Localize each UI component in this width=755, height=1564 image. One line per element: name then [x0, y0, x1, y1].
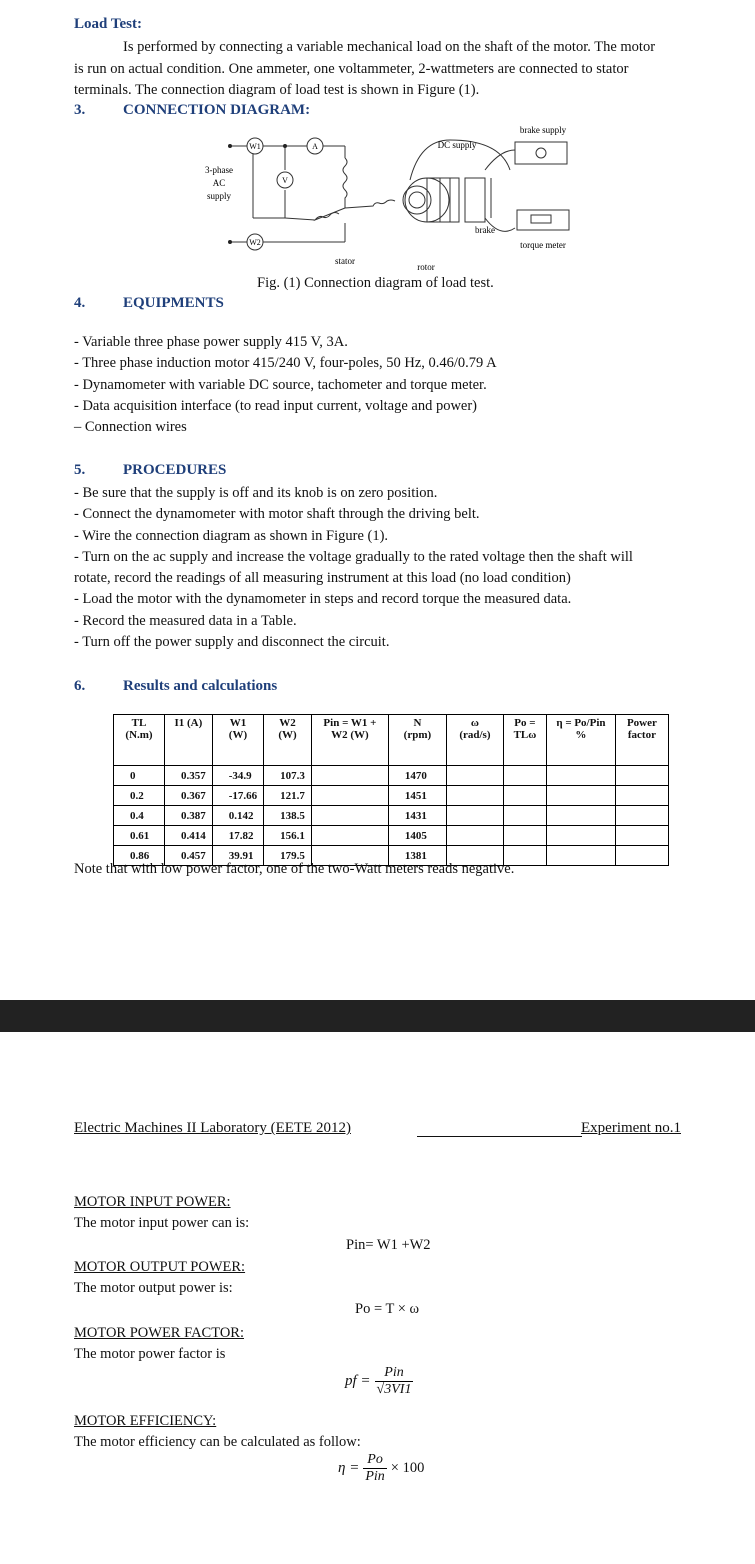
list-item: - Wire the connection diagram as shown in Figure (1).: [74, 527, 389, 544]
power-factor-formula: [345, 1365, 413, 1398]
list-item: - Load the motor with the dynamometer in steps and record torque the measured data.: [74, 591, 572, 608]
table-row: 0.61 0.414 17.82 156.1 1405: [114, 826, 669, 846]
page-header-left: Electric Machines II Laboratory (EETE 2012): [74, 1120, 351, 1136]
header-pin: Pin = W1 + W2 (W): [311, 715, 388, 766]
section-4-number: 4.: [74, 295, 86, 311]
load-test-title: Load Test:: [74, 16, 142, 32]
list-item: - Be sure that the supply is off and its knob is on zero position.: [74, 485, 438, 501]
efficiency-text: The motor efficiency can be calculated as follow:: [74, 1434, 361, 1450]
input-power-title: MOTOR INPUT POWER:: [74, 1194, 231, 1210]
list-item: rotate, record the readings of all measuring instrument at this load (no load condition): [74, 570, 571, 587]
page-divider: [0, 1000, 755, 1032]
connection-diagram: [195, 118, 585, 276]
load-test-line1: Is performed by connecting a variable mechanical load on the shaft of the motor. The motor: [123, 39, 656, 55]
torque-meter-label: torque meter: [520, 240, 566, 250]
ammeter-label: A: [312, 142, 318, 151]
input-power-formula: Pin= W1 +W2: [346, 1237, 431, 1253]
figure-caption: Fig. (1) Connection diagram of load test.: [257, 275, 494, 291]
pf-denominator: √3VI1: [376, 1382, 412, 1397]
efficiency-title: MOTOR EFFICIENCY:: [74, 1413, 217, 1429]
section-5-number: 5.: [74, 462, 86, 478]
list-item: - Turn off the power supply and disconnect the circuit.: [74, 634, 390, 651]
section-3-title: CONNECTION DIAGRAM:: [123, 102, 311, 118]
list-item: - Connect the dynamometer with motor shaft through the driving belt.: [74, 506, 480, 523]
power-factor-title: MOTOR POWER FACTOR:: [74, 1325, 244, 1341]
table-row: 0.4 0.387 0.142 138.5 1431: [114, 806, 669, 826]
list-item: - Variable three phase power supply 415 V, 3A.: [74, 334, 348, 350]
page-header-right: Experiment no.1: [581, 1120, 681, 1136]
header-n: N (rpm): [388, 715, 446, 766]
table-header-row: [114, 715, 669, 766]
brake-supply-label: brake supply: [519, 125, 567, 135]
list-item: - Turn on the ac supply and increase the voltage gradually to the rated voltage then the shaft will: [74, 548, 633, 565]
load-test-line2: is run on actual condition. One ammeter, one voltammeter, 2-wattmeters are connected to stator: [74, 61, 629, 77]
results-table: [113, 714, 669, 866]
list-item: - Record the measured data in a Table.: [74, 612, 297, 629]
efficiency-formula: [338, 1452, 424, 1485]
table-note: Note that with low power factor, one of the two-Watt meters reads negative.: [74, 861, 515, 877]
w2-label: W2: [249, 238, 261, 247]
output-power-title: MOTOR OUTPUT POWER:: [74, 1259, 246, 1275]
rotor-label: rotor: [417, 262, 435, 272]
eff-rhs: × 100: [390, 1460, 425, 1476]
w1-label: W1: [249, 142, 261, 151]
list-item: - Dynamometer with variable DC source, tachometer and torque meter.: [74, 376, 487, 393]
dc-supply-label: DC supply: [437, 140, 477, 150]
section-6-number: 6.: [74, 678, 86, 694]
load-test-line3: terminals. The connection diagram of load test is shown in Figure (1).: [74, 82, 480, 98]
header-rule: [417, 1136, 582, 1137]
equipment-list: [74, 332, 497, 438]
pf-lhs: pf =: [345, 1373, 371, 1389]
list-item: - Data acquisition interface (to read input current, voltage and power): [74, 397, 478, 414]
supply-label-2: AC: [212, 178, 226, 188]
section-6-title: Results and calculations: [123, 678, 278, 694]
section-5-title: PROCEDURES: [123, 462, 227, 478]
brake-label: brake: [475, 225, 495, 235]
table-row: 0.86 0.457 39.91 179.5 1381: [114, 846, 669, 866]
supply-label-1: 3-phase: [205, 165, 233, 175]
header-w1: W1 (W): [212, 715, 263, 766]
header-tl: TL (N.m): [114, 715, 165, 766]
output-power-formula: Po = T × ω: [355, 1301, 420, 1317]
input-power-text: The motor input power can is:: [74, 1215, 250, 1231]
output-power-text: The motor output power is:: [74, 1280, 233, 1296]
header-w2: W2 (W): [264, 715, 312, 766]
stator-label: stator: [335, 256, 355, 266]
header-omega: ω (rad/s): [446, 715, 503, 766]
section-3-number: 3.: [74, 102, 86, 118]
eff-numerator: Po: [363, 1452, 386, 1469]
table-row: 0.2 0.367 -17.66 121.7 1451: [114, 786, 669, 806]
eff-denominator: Pin: [365, 1469, 385, 1484]
voltmeter-label: V: [282, 176, 288, 185]
table-row: 0 0.357 -34.9 107.3 1470: [114, 766, 669, 786]
header-efficiency: η = Po/Pin %: [546, 715, 615, 766]
header-po: Po = TLω: [503, 715, 546, 766]
header-i1: I1 (A): [165, 715, 213, 766]
supply-label-3: supply: [206, 191, 232, 201]
power-factor-text: The motor power factor is: [74, 1346, 226, 1362]
eff-lhs: η =: [338, 1460, 360, 1476]
header-power-factor: Power factor: [615, 715, 668, 766]
pf-numerator: Pin: [375, 1365, 414, 1382]
list-item: - Three phase induction motor 415/240 V, four-poles, 50 Hz, 0.46/0.79 A: [74, 355, 497, 372]
procedure-list: [74, 483, 633, 653]
section-4-title: EQUIPMENTS: [123, 295, 224, 311]
list-item: – Connection wires: [74, 419, 187, 436]
